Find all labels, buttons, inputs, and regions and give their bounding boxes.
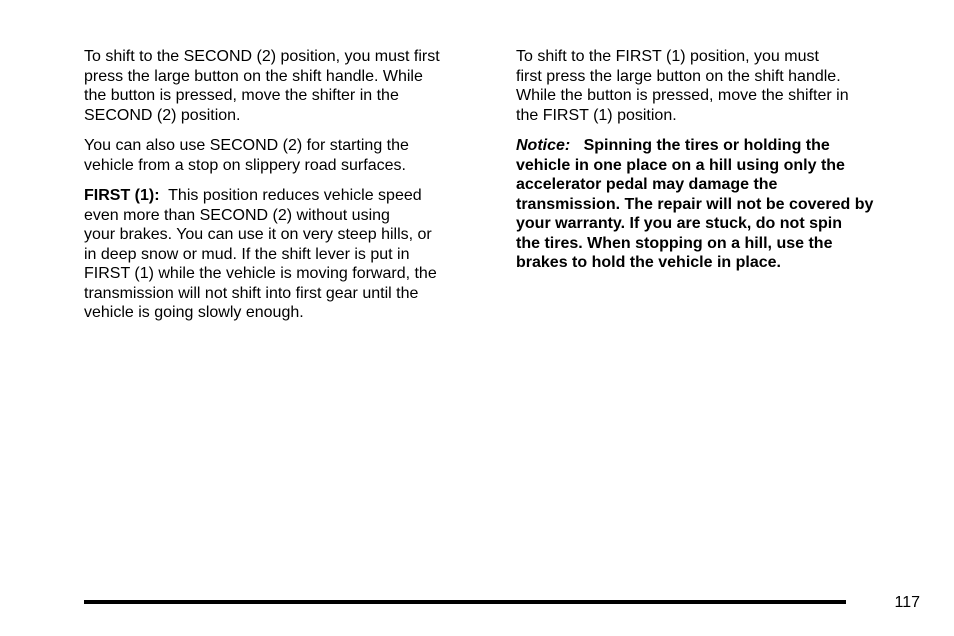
paragraph-line: vehicle in one place on a hill using only the bbox=[516, 156, 845, 174]
paragraph-line: brakes to hold the vehicle in place. bbox=[516, 254, 781, 271]
notice-text: Spinning the tires or holding the bbox=[583, 137, 830, 154]
paragraph-line: the tires. When stopping on a hill, use the bbox=[516, 234, 833, 252]
left-column bbox=[84, 47, 504, 334]
shift-second-paragraph bbox=[84, 47, 504, 125]
second-slippery-paragraph bbox=[84, 136, 504, 175]
first-gear-label: FIRST (1): bbox=[84, 187, 160, 204]
paragraph-line bbox=[84, 186, 504, 206]
paragraph-line: To shift to the FIRST (1) position, you must bbox=[516, 48, 819, 65]
paragraph-line: even more than SECOND (2) without using bbox=[84, 206, 390, 224]
shift-first-paragraph bbox=[516, 47, 926, 125]
paragraph-line: the button is pressed, move the shifter in the bbox=[84, 87, 399, 104]
paragraph-line: While the button is pressed, move the shifter in bbox=[516, 87, 849, 104]
paragraph-line: To shift to the SECOND (2) position, you must first bbox=[84, 48, 440, 65]
paragraph-line: transmission will not shift into first gear until the bbox=[84, 284, 419, 302]
paragraph-line: SECOND (2) position. bbox=[84, 106, 241, 124]
page-number: 117 bbox=[894, 594, 920, 611]
first-gear-paragraph bbox=[84, 186, 504, 323]
paragraph-line: your brakes. You can use it on very steep hills, or bbox=[84, 226, 432, 243]
notice-paragraph bbox=[516, 136, 926, 273]
paragraph-line: press the large button on the shift handle. While bbox=[84, 67, 423, 85]
footer-rule bbox=[84, 600, 846, 604]
paragraph-line: vehicle from a stop on slippery road surfaces. bbox=[84, 156, 406, 174]
paragraph-line: your warranty. If you are stuck, do not spin bbox=[516, 215, 842, 232]
paragraph-line: You can also use SECOND (2) for starting the bbox=[84, 137, 409, 154]
paragraph-line: vehicle is going slowly enough. bbox=[84, 304, 304, 321]
paragraph-line: transmission. The repair will not be covered by bbox=[516, 195, 874, 213]
notice-label: Notice: bbox=[516, 137, 571, 154]
first-gear-text: This position reduces vehicle speed bbox=[168, 187, 422, 204]
paragraph-line: in deep snow or mud. If the shift lever is put in bbox=[84, 245, 410, 263]
paragraph-line: FIRST (1) while the vehicle is moving forward, the bbox=[84, 265, 437, 282]
paragraph-line: accelerator pedal may damage the bbox=[516, 176, 778, 193]
paragraph-line bbox=[516, 136, 926, 156]
right-column bbox=[516, 47, 926, 284]
paragraph-line: the FIRST (1) position. bbox=[516, 106, 677, 124]
paragraph-line: first press the large button on the shift handle. bbox=[516, 67, 841, 85]
